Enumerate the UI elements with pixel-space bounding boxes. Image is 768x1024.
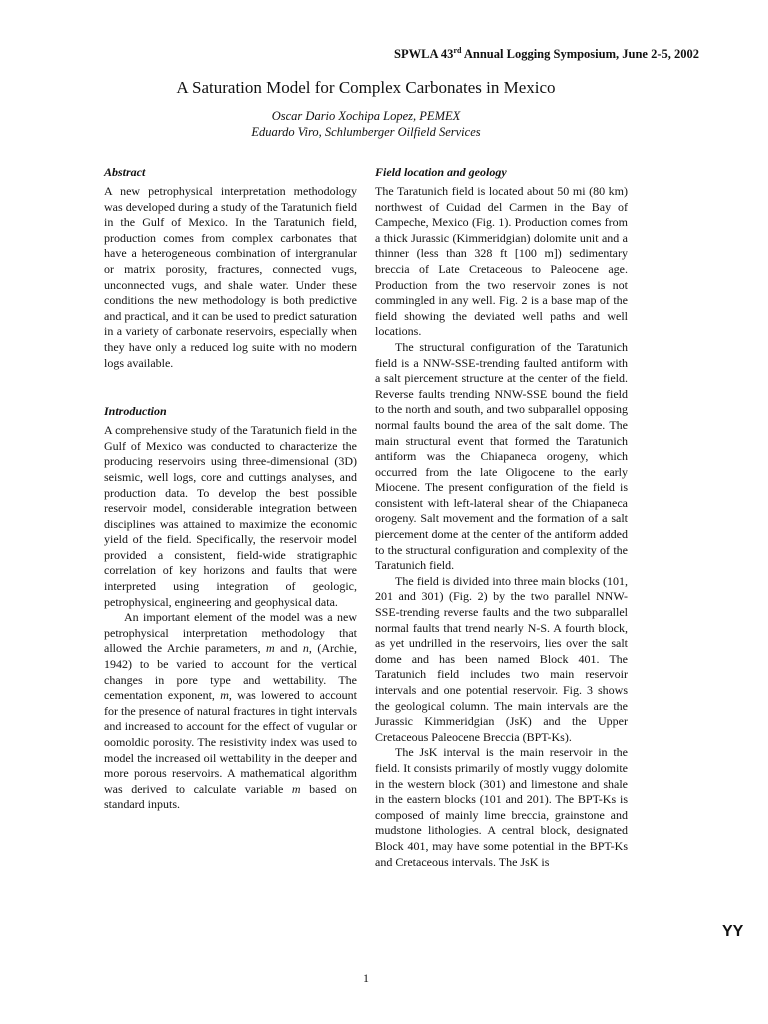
author-block [0, 108, 732, 140]
paper-title: A Saturation Model for Complex Carbonates in Mexico [176, 78, 556, 97]
abstract-text: A new petrophysical interpretation methodology was developed during a study of the Taratunich field in the Gulf of Mexico. In the Taratunich field, production comes from complex carbonates that have a heterogeneous combination of intergranular or matrix porosity, fractures, connected vugs, unconnected vugs, and shale water. Under these conditions the new methodology is both predictive and practical, and it can be used to predict saturation in a variety of carbonate reservoirs, especially when they have only a reduced log suite with no modern logs available. [104, 184, 357, 370]
header-superscript: rd [453, 46, 462, 55]
header-prefix: SPWLA 43 [394, 47, 454, 62]
math-symbol: m [291, 781, 301, 796]
text-run: An important element of the model was a new petrophysical interpretation methodology that allowed the Archie parameters, [104, 610, 357, 656]
introduction-paragraph: A comprehensive study of the Taratunich field in the Gulf of Mexico was conducted to characterize the producing reservoirs using three-dimensional (3D) seismic, well logs, core and cuttings analyses, and production data. To develop the best possible reservoir model, considerable integration between disciplines was attained to maximize the economic yield of the field. Specifically, the reservoir model provided a consistent, field-wide stratigraphic correlation of key horizons and faults that were interpreted using integration of geologic, petrophysical, engineering and geophysical data. [104, 423, 357, 609]
field-location-heading: Field location and geology [375, 165, 507, 179]
field-location-paragraph: The structural configuration of the Taratunich field is a NNW-SSE-trending faulted antiform with a salt piercement structure at the center of the field. Reverse faults trending NNW-SSE bound the field to the north and south, and two subparallel opposing normal faults bound the area of the salt dome. The main structural event that formed the Taratunich antiform was the Chiapaneca orogeny, which occurred from the late Oligocene to the early Miocene. The present configuration of the field is consistent with left-lateral shear of the Chiapaneca orogeny. Salt movement and the formation of a salt piercement dome at the center of the antiform added to the structural configuration and complexity of the Taratunich field. [375, 339, 628, 573]
author-line: Oscar Dario Xochipa Lopez, PEMEX [271, 109, 461, 123]
header-suffix: Annual Logging Symposium, June 2-5, 2002 [461, 47, 699, 62]
text-run: , was lowered to account for the presence of natural fractures in tight intervals and increased to account for the effect of vugular or oomoldic porosity. The resistivity index was used to model the increased oil wettability in the deeper and more porous reservoirs. A mathematical algorithm was derived to calculate variable [104, 688, 357, 796]
introduction-heading: Introduction [104, 404, 167, 419]
paper-id-mark: YY [722, 923, 744, 940]
left-column [104, 165, 357, 813]
author-line: Eduardo Viro, Schlumberger Oilfield Services [251, 125, 481, 139]
field-location-paragraph: The Taratunich field is located about 50 mi (80 km) northwest of Cuidad del Carmen in the Bay of Campeche, Mexico (Fig. 1). Production comes from a thick Jurassic (Kimmeridgian) dolomite unit and a thinner (less than 328 ft [100 m]) sedimentary breccia of Late Cretaceous to Paleocene age. Production from the two reservoir zones is not commingled in any well. Fig. 2 is a base map of the field showing the deviated well paths and well locations. [375, 184, 628, 339]
text-run: based on standard inputs. [104, 781, 357, 812]
field-location-paragraph: The field is divided into three main blocks (101, 201 and 301) (Fig. 2) by the two parallel NNW-SSE-trending reverse faults and the two subparallel normal faults that trend nearly N-S. A fourth block, as yet undrilled in the reservoirs, lies over the salt dome and has been named Block 401. The Taratunich field includes two main reservoir intervals and one potential reservoir. Fig. 3 shows the geological column. The main intervals are the Jurassic Kimmeridgian (JsK) and the Upper Cretaceous Paleocene Breccia (BPT-Ks). [375, 573, 628, 744]
field-location-paragraph: The JsK interval is the main reservoir in the field. It consists primarily of mostly vuggy dolomite in the western block (301) and limestone and shale in the eastern blocks (101 and 201). The BPT-Ks is composed of mainly lime breccia, grainstone and mudstone lithologies. A central block, designated Block 401, may have some potential in the BPT-Ks and Cretaceous intervals. The JsK is [375, 745, 628, 869]
page-number: 1 [363, 971, 369, 985]
abstract-heading: Abstract [104, 165, 146, 179]
running-header [0, 46, 699, 62]
right-column [375, 165, 628, 870]
introduction-paragraph [104, 610, 357, 813]
text-run: and [274, 641, 303, 656]
text-run: , (Archie, 1942) to be varied to account for the vertical changes in pore type and wettability. The cementation exponent, [104, 641, 357, 703]
math-symbol: m [266, 641, 275, 656]
math-symbol: n [302, 641, 309, 656]
math-symbol: m [220, 688, 229, 703]
